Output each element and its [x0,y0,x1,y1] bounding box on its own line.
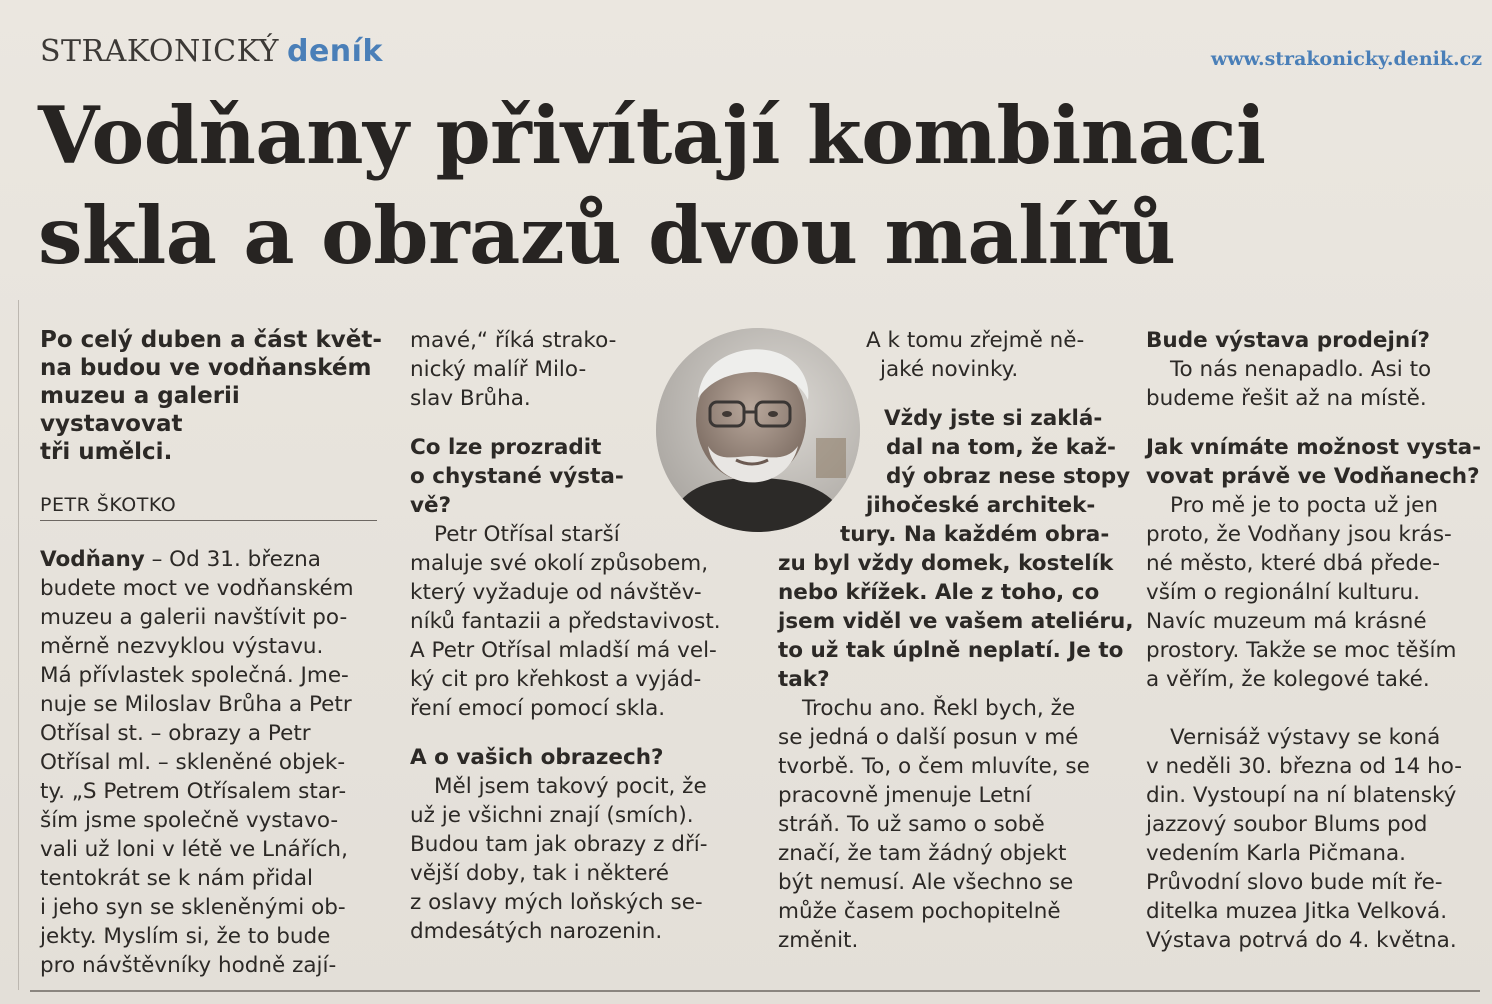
article-lead [40,326,385,466]
body-line: jazzový soubor Blums pod [1146,812,1428,837]
body-line: níků fantazii a představivost. [410,609,721,634]
body-line: jekty. Myslím si, že to bude [40,924,331,949]
body-line: Má přívlastek společná. Jme- [40,663,349,688]
masthead [40,34,383,69]
interview-question: Bude výstava prodejní? [1146,328,1431,353]
body-line: změnit. [778,928,859,953]
lead-line: Po celý duben a část květ- [40,327,382,353]
body-line: stráň. To už samo o sobě [778,812,1045,837]
site-url: www.strakonicky.denik.cz [1210,48,1482,70]
interview-question: zu byl vždy domek, kostelík [778,551,1114,576]
body-line: Otřísal ml. – skleněné objek- [40,750,346,775]
answer-text: Petr Otřísal starší [434,522,620,547]
body-line: měrně nezvyklou výstavu. [40,634,324,659]
body-line [410,772,750,801]
answer-text: Vernisáž výstavy se koná [1170,725,1441,750]
answer-text: Trochu ano. Řekl bych, že [802,696,1076,721]
body-line: ký cit pro křehkost a vyjád- [410,667,702,692]
body-line: – Od 31. března [144,547,321,572]
body-line: prostory. Takže se moc těším [1146,638,1457,663]
answer-text: Pro mě je to pocta už jen [1170,493,1439,518]
body-line: din. Vystoupí na ní blatenský [1146,783,1457,808]
body-line: který vyžaduje od návštěv- [410,580,702,605]
body-line: Navíc muzeum má krásné [1146,609,1427,634]
body-line: A Petr Otřísal mladší má vel- [410,638,717,663]
interview-question: dý obraz nese stopy [886,464,1131,489]
headline-line-1: Vodňany přivítají kombinaci [38,89,1266,182]
body-line [1146,723,1481,752]
body-first-line [40,545,385,574]
body-line [1146,355,1481,384]
interview-question: to už tak úplně neplatí. Je to [778,638,1124,663]
body-line: pracovně jmenuje Letní [778,783,1032,808]
body-line: vším o regionální kulturu. [1146,580,1420,605]
body-line: muzeu a galerii navštívit po- [40,605,348,630]
body-line [778,694,1118,723]
spacer [778,384,1118,404]
interview-question: Jak vnímáte možnost vysta- [1146,435,1482,460]
body-line: tentokrát se k nám přidal [40,866,313,891]
body-line: pro návštěvníky hodně zají- [40,953,337,978]
byline: PETR ŠKOTKO [40,494,377,521]
body-line: Průvodní slovo bude mít ře- [1146,870,1443,895]
spacer [1146,413,1481,433]
body-line: se jedná o další posun v mé [778,725,1079,750]
interview-question: tury. Na každém obra- [840,522,1110,547]
interview-question: jihočeské architek- [866,493,1096,518]
column-4 [1146,326,1481,955]
body-line: a věřím, že kolegové také. [1146,667,1430,692]
lead-line: tři umělci. [40,439,173,465]
body-line: být nemusí. Ale všechno se [778,870,1074,895]
body-line: Budou tam jak obrazy z dří- [410,832,708,857]
body-line: dmdesátých narozenin. [410,919,663,944]
interview-question: tak? [778,667,830,692]
body-line: vedením Karla Pičmana. [1146,841,1406,866]
answer-text: Měl jsem takový pocit, že [434,774,707,799]
interview-question: nebo křížek. Ale z toho, co [778,580,1100,605]
body-line: né město, které dbá přede- [1146,551,1441,576]
answer-text: To nás nenapadlo. Asi to [1170,357,1432,382]
bottom-rule [30,990,1480,992]
interview-question: Co lze prozradit [410,435,602,460]
body-line: slav Brůha. [410,386,531,411]
column-rule [18,300,19,990]
interview-question: jsem viděl ve vašem ateliéru, [778,609,1134,634]
body-line: vali už loni v létě ve Lnářích, [40,837,348,862]
spacer [1146,694,1481,723]
interview-question: dal na tom, že kaž- [886,435,1116,460]
body-line: značí, že tam žádný objekt [778,841,1067,866]
masthead-brand: STRAKONICKÝ [40,34,279,69]
body-line [410,520,750,549]
lead-line: na budou ve vodňanském [40,355,372,381]
interview-question: Vždy jste si zaklá- [884,406,1103,431]
body-line: tvorbě. To, o čem mluvíte, se [778,754,1090,779]
body-line: maluje své okolí způsobem, [410,551,709,576]
body-line [1146,491,1481,520]
body-line: z oslavy mých loňských se- [410,890,703,915]
column-1 [40,326,385,980]
spacer [410,723,750,743]
body-line: Otřísal st. – obrazy a Petr [40,721,311,746]
dateline: Vodňany [40,547,145,572]
interview-question: vě? [410,493,452,518]
body-line: jaké novinky. [880,357,1019,382]
interview-question: o chystané výsta- [410,464,624,489]
article-body [40,545,385,980]
body-line: vější doby, tak i některé [410,861,670,886]
body-line: mavé,“ říká strako- [410,328,617,353]
body-line: už je všichni znají (smích). [410,803,694,828]
body-line: nuje se Miloslav Brůha a Petr [40,692,352,717]
body-line: budeme řešit až na místě. [1146,386,1427,411]
headline-line-2: skla a obrazů dvou malířů [38,189,1176,282]
body-line: v neděli 30. března od 14 ho- [1146,754,1463,779]
body-line: ření emocí pomocí skla. [410,696,666,721]
body-line: A k tomu zřejmě ně- [866,328,1085,353]
body-line: ším jsme společně vystavo- [40,808,339,833]
lead-line: muzeu a galerii vystavovat [40,383,240,437]
body-line: může časem pochopitelně [778,899,1061,924]
body-line: ditelka muzea Jitka Velková. [1146,899,1448,924]
masthead-brand-accent: deník [286,34,383,69]
body-line: proto, že Vodňany jsou krás- [1146,522,1452,547]
body-line: Výstava potrvá do 4. května. [1146,928,1457,953]
body-line: nický malíř Milo- [410,357,587,382]
body-line: budete moct ve vodňanském [40,576,354,601]
interview-question: vovat právě ve Vodňanech? [1146,464,1480,489]
column-3 [778,326,1134,955]
headline [38,86,1468,286]
body-line: ty. „S Petrem Otřísalem star- [40,779,347,804]
body-line: i jeho syn se skleněnými ob- [40,895,346,920]
interview-question: A o vašich obrazech? [410,745,664,770]
